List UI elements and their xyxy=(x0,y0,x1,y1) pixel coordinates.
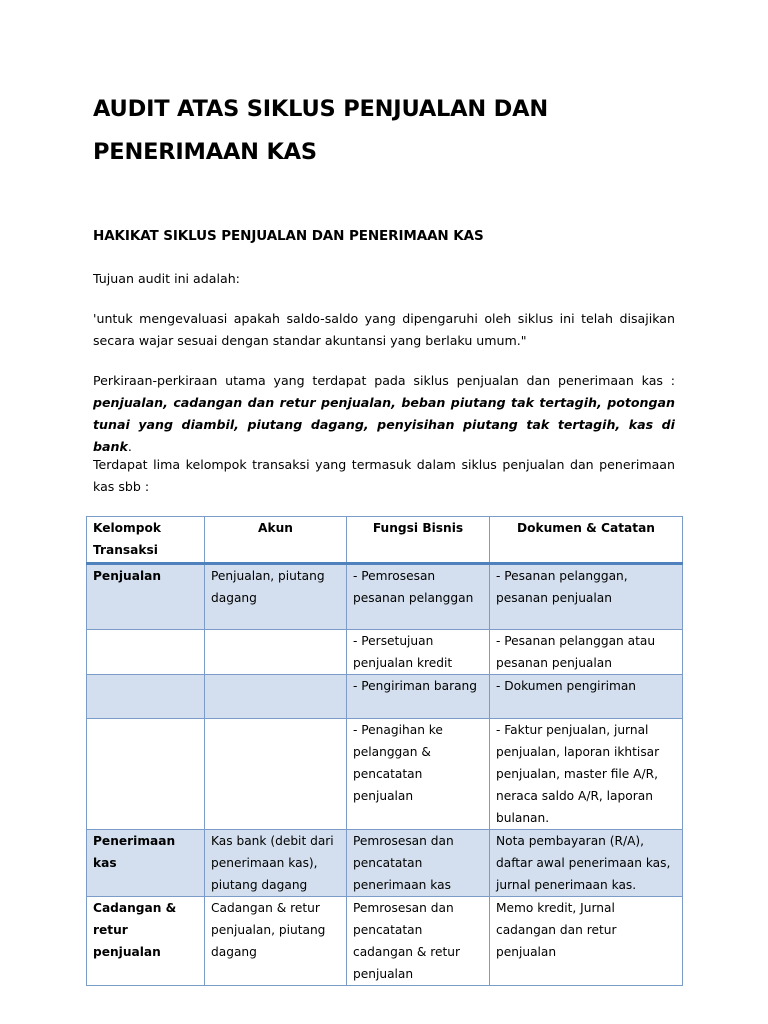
table-cell: - Pesanan pelanggan atau pesanan penjualan xyxy=(490,630,683,675)
table-cell xyxy=(205,719,347,830)
table-cell: Memo kredit, Jurnal cadangan dan retur penjualan xyxy=(490,897,683,986)
transaction-table xyxy=(86,516,683,986)
table-cell: - Persetujuan penjualan kredit xyxy=(347,630,490,675)
table-cell xyxy=(87,675,205,719)
table-cell: Kas bank (debit dari penerimaan kas), piutang dagang xyxy=(205,830,347,897)
table-cell: Cadangan & retur penjualan xyxy=(87,897,205,986)
table-cell: Cadangan & retur penjualan, piutang dagang xyxy=(205,897,347,986)
table-row xyxy=(87,564,683,630)
paragraph-purpose-intro: Tujuan audit ini adalah: xyxy=(93,271,240,286)
table-row xyxy=(87,630,683,675)
table-header-row xyxy=(87,517,683,564)
table-cell: Pemrosesan dan pencatatan penerimaan kas xyxy=(347,830,490,897)
table-cell: Pemrosesan dan pencatatan cadangan & retur penjualan xyxy=(347,897,490,986)
table-cell: - Faktur penjualan, jurnal penjualan, laporan ikhtisar penjualan, master file A/R, neraca saldo A/R, laporan bulanan. xyxy=(490,719,683,830)
header-akun: Akun xyxy=(205,517,347,564)
table-cell: - Penagihan ke pelanggan & pencatatan penjualan xyxy=(347,719,490,830)
header-kelompok-transaksi: Kelompok Transaksi xyxy=(87,517,205,564)
table-row xyxy=(87,830,683,897)
table-cell: - Dokumen pengiriman xyxy=(490,675,683,719)
table-cell xyxy=(87,719,205,830)
header-fungsi-bisnis: Fungsi Bisnis xyxy=(347,517,490,564)
accounts-list-emphasis: penjualan, cadangan dan retur penjualan, beban piutang tak tertagih, potongan tunai yang diambil, piutang dagang, penyisihan piutang tak tertagih, kas di bank xyxy=(93,395,675,454)
table-cell: Penerimaan kas xyxy=(87,830,205,897)
table-cell: - Pengiriman barang xyxy=(347,675,490,719)
table-row xyxy=(87,675,683,719)
table-cell: - Pesanan pelanggan, pesanan penjualan xyxy=(490,564,683,630)
title-line-2: PENERIMAAN KAS xyxy=(93,139,317,165)
paragraph-purpose-quote: 'untuk mengevaluasi apakah saldo-saldo yang dipengaruhi oleh siklus ini telah disajikan secara wajar sesuai dengan standar akuntansi yang berlaku umum." xyxy=(93,311,675,348)
paragraph-main-accounts xyxy=(93,370,675,458)
table-cell xyxy=(205,630,347,675)
table-cell xyxy=(87,630,205,675)
section-heading: HAKIKAT SIKLUS PENJUALAN DAN PENERIMAAN KAS xyxy=(93,228,484,244)
table-cell: Nota pembayaran (R/A), daftar awal penerimaan kas, jurnal penerimaan kas. xyxy=(490,830,683,897)
table-cell xyxy=(205,675,347,719)
table-cell: Penjualan xyxy=(87,564,205,630)
table-row xyxy=(87,897,683,986)
table-cell: - Pemrosesan pesanan pelanggan xyxy=(347,564,490,630)
accounts-end-text: . xyxy=(127,439,132,454)
table-cell: Penjualan, piutang dagang xyxy=(205,564,347,630)
header-dokumen-catatan: Dokumen & Catatan xyxy=(490,517,683,564)
document-title xyxy=(93,88,693,174)
accounts-intro-text: Perkiraan-perkiraan utama yang terdapat pada siklus penjualan dan penerimaan kas : xyxy=(93,373,675,388)
title-line-1: AUDIT ATAS SIKLUS PENJUALAN DAN xyxy=(93,96,548,122)
table-row xyxy=(87,719,683,830)
paragraph-transaction-groups: Terdapat lima kelompok transaksi yang termasuk dalam siklus penjualan dan penerimaan kas sbb : xyxy=(93,457,675,494)
